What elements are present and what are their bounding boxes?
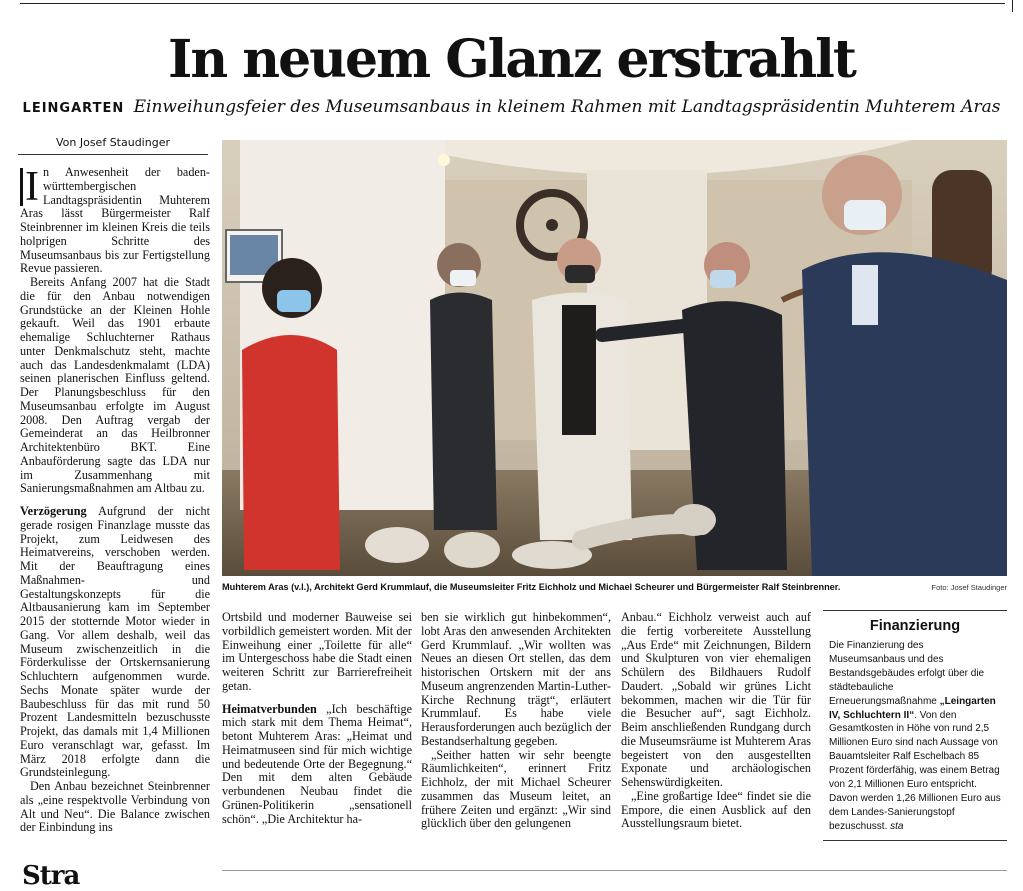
- photo-caption: Muhterem Aras (v.l.), Architekt Gerd Krummlauf, die Museumsleiter Fritz Eichholz und Michael Scheurer und Bürgermeister Ralf Steinbrenner.: [222, 582, 841, 592]
- bottom-rule: [222, 870, 1007, 871]
- dropcap: I: [20, 168, 39, 206]
- deck: Einweihungsfeier des Museumsanbaus in kleinem Rahmen mit Landtagspräsidentin Muhterem Aras: [133, 97, 1001, 117]
- lead-paragraph: I n Anwesenheit der baden-württembergischen Landtagspräsidentin Muhterem Aras lässt Bürgermeister Ralf Steinbrenner im kleinen Kreis die teils holprigen Schritte des Museumsanbaus bis zur Fertigstellung Revue passieren.: [20, 164, 210, 276]
- paragraph-verzoegerung: Verzögerung Aufgrund der nicht gerade rosigen Finanzlage musste das Projekt, zum Leidwesen des Heimatvereins, verschoben werden. Mit der Beauftragung eines Maßnahmen- und Gestaltungskonzepts für die Altbausanierung kam im September 2015 der stotternde Motor wieder in Gang. Vor allem deshalb, weil das Museum zwischenzeitlich in die Förderkulisse der Ortskernsanierung Schluchtern aufgenommen wurde. Sechs Monate später wurde der Baubeschluss für das mit rund 50 Prozent Landesmitteln bezuschusste Projekt, das damals mit 1,4 Millionen Euro veranschlagt war, gefasst. Im März 2018 erfolgte dann die Grundsteinlegung.: [20, 504, 210, 780]
- info-box-finanzierung: [823, 610, 1007, 841]
- next-article-headline: Stra: [22, 861, 80, 891]
- subheadline: [0, 96, 1023, 120]
- article-photo: [222, 140, 1007, 576]
- paragraph-heimatverbunden: Heimatverbunden „Ich beschäftige mich stark mit dem Thema Heimat“, betont Muhterem Aras: „Heimat und Heimatmuseen sind für mich wichtige und bedeutende Orte der Begegnung.“ Den mit dem alten Gebäude verbundenen Neubau findet die Grünen-Politikerin „sensationell schön“. „Die Architektur ha-: [222, 701, 412, 826]
- byline: Von Josef Staudinger: [18, 136, 208, 155]
- top-rule: [20, 3, 1005, 4]
- photo-credit: Foto: Josef Staudinger: [931, 583, 1007, 592]
- article-column-3: [421, 611, 611, 831]
- paragraph: „Seither hatten wir sehr beengte Räumlichkeiten“, erinnert Fritz Eichholz, der mit Michael Scheurer zusammen das Museum leitet, an frühere Zeiten und ergänzt: „Wir sind glücklich über den gelungenen: [421, 747, 611, 831]
- kicker-location: LEINGARTEN: [22, 101, 125, 116]
- paragraph: Ortsbild und moderner Bauweise sei vorbildlich gemeistert worden. Mit der Einweihung einer „Toilette für alle“ im Untergeschoss habe die Stadt einen weiteren Schritt zur Barrierefreiheit getan.: [222, 610, 412, 693]
- project-name: „Leingarten IV, Schluchtern II“: [829, 695, 996, 721]
- section-lead: Verzögerung: [20, 504, 87, 518]
- paragraph: Anbau.“ Eichholz verweist auch auf die fertig vorbereitete Ausstellung „Aus Erde“ mit Zeichnungen, Bildern und Skulpturen von vier ehemaligen Schülern des Bildhauers Rudolf Daudert. „Sobald wir grünes Licht bekommen, machen wir die Tür für die Besucher auf“, sagt Eichholz. Beim anschließenden Rundgang durch die Museumsräume ist Muhterem Aras begeistert von den ausgestellten Exponate und archäologischen Sehenswürdigkeiten.: [621, 610, 811, 789]
- author-signature: sta: [890, 820, 904, 832]
- paragraph: Den Anbau bezeichnet Steinbrenner als „eine respektvolle Verbindung von Alt und Neu“. Die Balance zwischen der Einbindung ins: [20, 779, 210, 835]
- top-rule-mark: [1012, 0, 1013, 12]
- article-column-1: [20, 166, 210, 835]
- article-column-2: [222, 611, 412, 826]
- headline: In neuem Glanz erstrahlt: [168, 29, 855, 90]
- article-column-4: [621, 611, 811, 831]
- section-lead: Heimatverbunden: [222, 701, 317, 716]
- paragraph: ben sie wirklich gut hinbekommen“, lobt Aras den anwesenden Architekten Gerd Krummlauf. „Wir wollten was Neues an diesen Ort stellen, das dem historischen Ortskern mit der ans Museum angrenzenden Martin-Luther-Kirche Rechnung trägt“, erläutert Krummlauf. Es habe viele Herausforderungen auch bezüglich der Bestandserhaltung gegeben.: [421, 610, 611, 748]
- info-box-text: Die Finanzierung des Museumsanbaus und des Bestandsgebäudes erfolgt über die städtebauliche Erneuerungsmaßnahme „Leingarten IV, Schluchtern II“. Von den Gesamtkosten in Höhe von rund 2,5 Millionen Euro sind nach Aussage von Bauamtsleiter Ralf Eschelbach 85 Prozent förderfähig, was einem Betrag von 2,1 Millionen Euro entspricht. Davon werden 1,26 Millionen Euro aus dem Landes-Sanierungstopf bezuschusst. sta: [829, 640, 1001, 832]
- info-box-title: Finanzierung: [869, 618, 961, 634]
- paragraph: Bereits Anfang 2007 hat die Stadt die für den Anbau notwendigen Grundstücke an der Kleinen Hohle gekauft. Weil das 1901 erbaute ehemalige Schluchterner Rathaus unter Denkmalschutz steht, machte auch das Landesdenkmalamt (LDA) seinen planerischen Einfluss geltend. Der Planungsbeschluss für den Museumsanbau erfolgte im August 2008. Den Auftrag vergab der Gemeinderat an das Heilbronner Architektenbüro BKT. Eine Anbauförderung sagte das LDA nur im Zusammenhang mit Sanierungsmaßnahmen am Altbau zu.: [20, 275, 210, 496]
- paragraph: „Eine großartige Idee“ findet sie die Empore, die einen Ausblick auf den Ausstellungsraum bietet.: [621, 788, 811, 831]
